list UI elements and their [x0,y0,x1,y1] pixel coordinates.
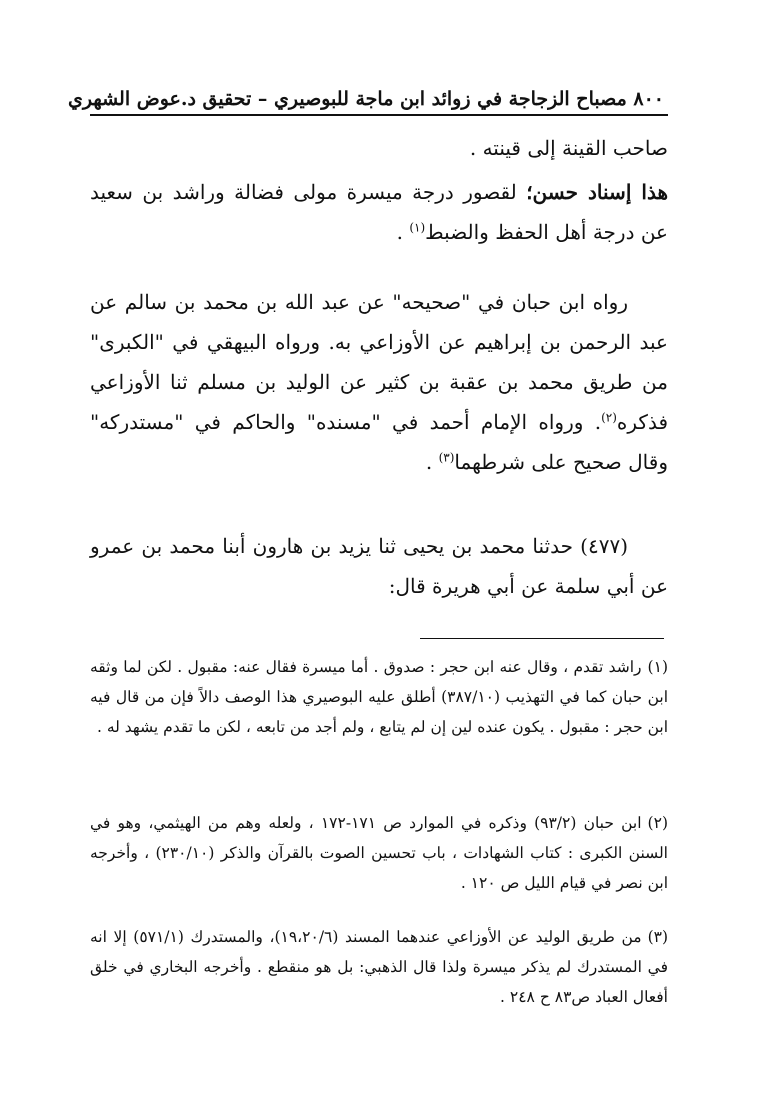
sources-end: . [425,450,439,474]
footnote-3-text: من طريق الوليد عن الأوزاعي عندهما المسند (١٩،٢٠/٦)، والمستدرك (٥٧١/١) إلا انه في المستدرك لم يذكر ميسرة ولذا قال الذهبي: بل هو منقطع . وأخرجه البخاري في خلق أفعال العباد ص٨٣ ح ٢٤٨ . [90,928,668,1006]
sources-text: رواه ابن حبان في "صحيحه" عن عبد الله بن محمد بن سالم عن عبد الرحمن بن إبراهيم عن الأوزاعي به. ورواه البيهقي في "الكبرى" من طريق محمد بن عقبة بن كثير عن الوليد بن مسلم ثنا الأوزاعي فذكره [90,290,668,434]
grading-rest: لقصور درجة ميسرة مولى فضالة وراشد بن سعيد عن درجة أهل الحفظ والضبط [90,180,668,244]
footnote-rule [420,638,664,639]
footnote-1-text: راشد تقدم ، وقال عنه ابن حجر : صدوق . أما ميسرة فقال عنه: مقبول . لكن لما وثقه ابن حبان كما في التهذيب (٣٨٧/١٠) أطلق عليه البوصيري هذا الوصف دالاً فإن من قال فيه ابن حجر : مقبول . يكون عنده لين إن لم يتابع ، ولم أجد من تابعه ، لكن ما تقدم يشهد له . [90,658,668,736]
grading-paragraph [90,172,668,252]
footnote-1 [90,652,668,742]
footnote-ref-1: (١) [409,220,426,235]
footnote-1-number: (١) [647,658,668,676]
footnote-2-text: ابن حبان (٩٣/٢) وذكره في الموارد ص ١٧١-١٧٢ ، ولعله وهم من الهيثمي، وهو في السنن الكبرى : كتاب الشهادات ، باب تحسين الصوت بالقرآن والذكر (٢٣٠/١٠) ، وأخرجه ابن نصر في قيام الليل ص ١٢٠ . [90,814,668,892]
footnote-3 [90,922,668,1012]
hadith-text: (٤٧٧) حدثنا محمد بن يحيى ثنا يزيد بن هارون أبنا محمد بن عمرو عن أبي سلمة عن أبي هريرة قال: [90,534,668,598]
page-header: ٨٠٠ مصباح الزجاجة في زوائد ابن ماجة للبوصيري – تحقيق د.عوض الشهري [67,88,664,110]
body-line-1 [90,128,668,168]
hadith-paragraph [90,526,668,606]
footnote-3-number: (٣) [647,928,669,946]
grading-bold: هذا إسناد حسن؛ [526,180,669,204]
footnote-ref-3: (٣) [438,450,455,465]
sources-paragraph [90,282,668,482]
footnote-2-number: (٢) [647,814,668,832]
sources-mid: . ورواه الإمام أحمد في "مسنده" والحاكم في "مستدركه" وقال صحيح على شرطهما [90,410,668,474]
header-rule [90,114,668,116]
body-line-1-text: صاحب القينة إلى قينته . [469,136,668,160]
footnote-ref-2: (٢) [601,410,617,425]
footnote-2 [90,808,668,898]
grading-end: . [396,220,410,244]
